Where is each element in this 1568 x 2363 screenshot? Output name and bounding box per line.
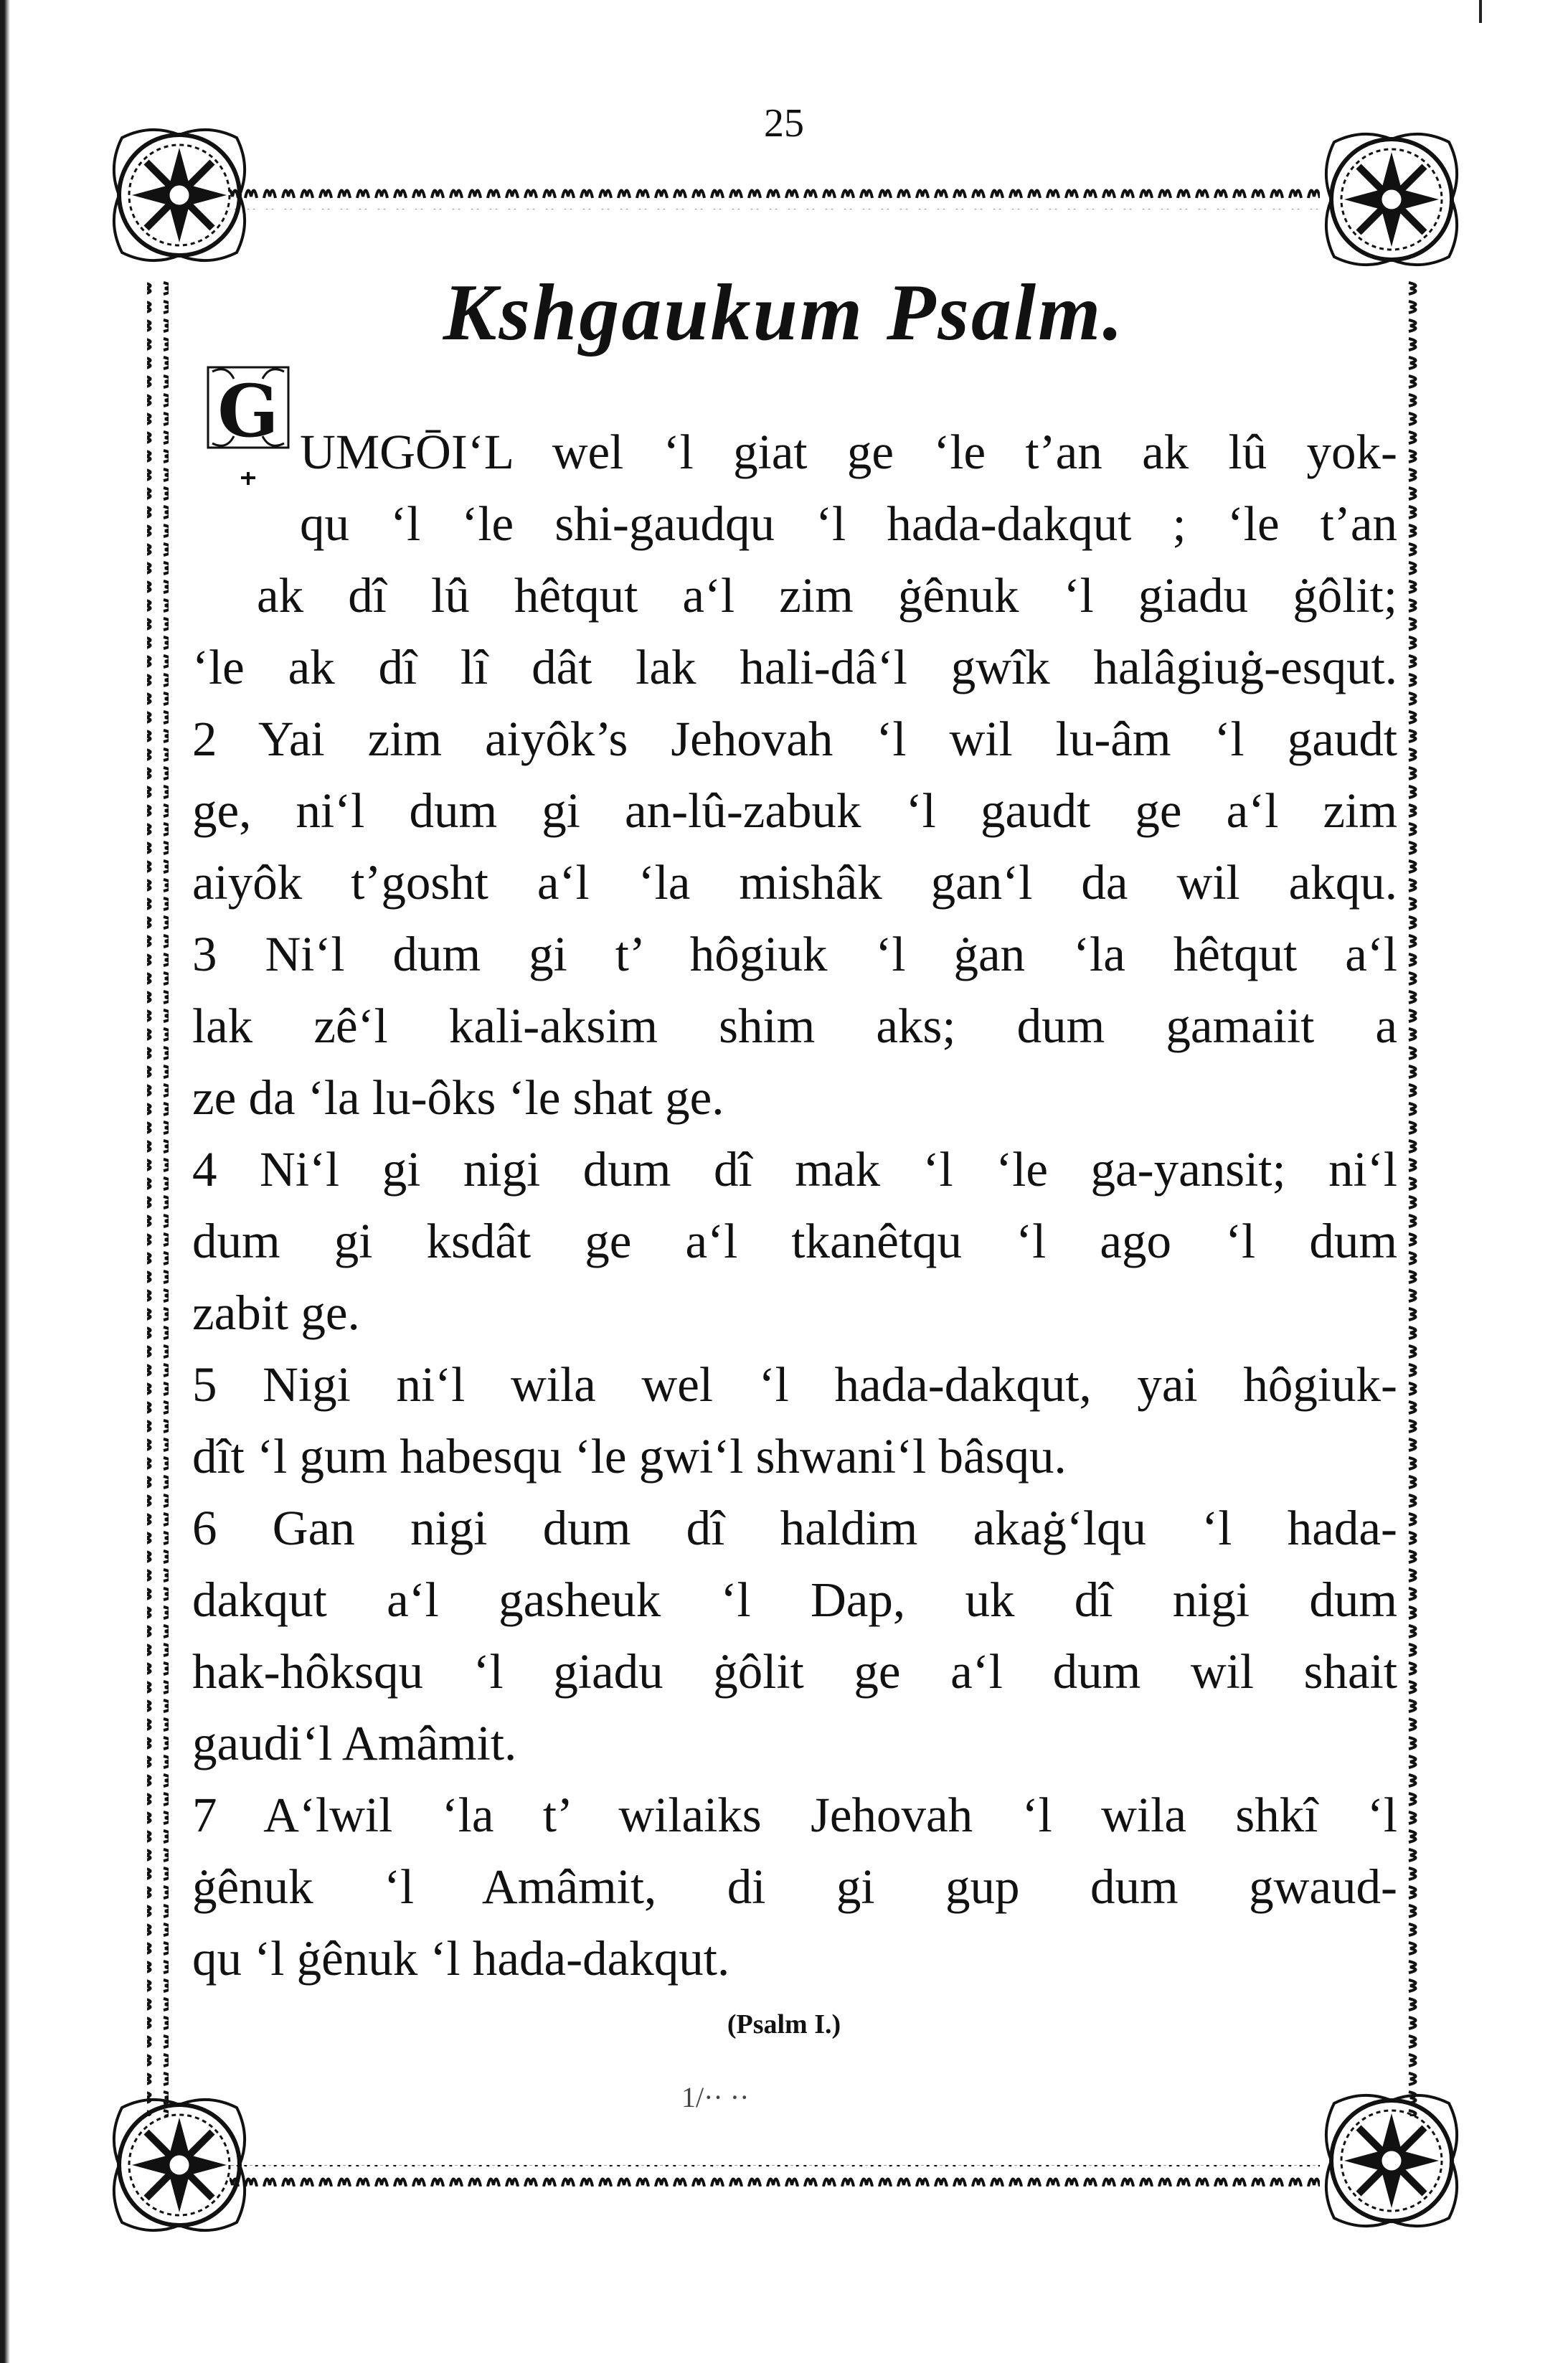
verse-line: dum gi ksdât ge a‘l tkanêtqu ‘l ago ‘l dum <box>192 1214 1397 1268</box>
drop-cap-letter: G <box>217 369 279 453</box>
verse-line: lak zê‘l kali-aksim shim aks; dum gamaiit a <box>192 999 1397 1053</box>
verse-line: zabit ge. <box>192 1286 360 1340</box>
verse-line: ge, ni‘l dum gi an-lû-zabuk ‘l gaudt ge a‘l zim <box>192 783 1397 838</box>
verse-line: 4 Ni‘l gi nigi dum dî mak ‘l ‘le ga-yansit; ni‘l <box>192 1142 1397 1197</box>
verse-line: 7 A‘lwil ‘la t’ wilaiks Jehovah ‘l wila shkî ‘l <box>192 1788 1397 1842</box>
verse-line: 2 Yai zim aiyôk’s Jehovah ‘l wil lu-âm ‘l gaudt <box>192 712 1397 766</box>
verse-line: hak-hôksqu ‘l giadu ġôlit ge a‘l dum wil shait <box>192 1644 1397 1699</box>
verse-line: ak dî lû hêtqut a‘l zim ġênuk ‘l giadu ġôlit; <box>257 568 1397 623</box>
left-border-band <box>147 280 169 2116</box>
page-title: Kshgaukum Psalm. <box>443 268 1125 357</box>
verse-line: ‘le ak dî lî dât lak hali-dâ‘l gwîk halâgiuġ-esqut. <box>192 640 1397 694</box>
page-number: 25 <box>764 101 804 146</box>
bottom-border-band <box>230 2165 1320 2187</box>
drop-cap-initial <box>205 364 291 486</box>
verse-line: 6 Gan nigi dum dî haldim akaġ‘lqu ‘l hada- <box>192 1501 1397 1555</box>
verse-line: dakqut a‘l gasheuk ‘l Dap, uk dî nigi dum <box>192 1572 1397 1627</box>
verse-line: qu ‘l ‘le shi-gaudqu ‘l hada-dakqut ; ‘le t’an <box>300 496 1397 551</box>
verse-line: qu ‘l ġênuk ‘l hada-dakqut. <box>192 1931 730 1986</box>
psalm-caption: (Psalm I.) <box>727 2009 841 2039</box>
corner-rosette-bottom-right <box>1326 2095 1457 2226</box>
right-border-band <box>1404 280 1426 2116</box>
corner-rosette-top-left <box>114 130 245 260</box>
corner-rosette-bottom-left <box>114 2100 245 2230</box>
verse-line: ġênuk ‘l Amâmit, di gi gup dum gwaud- <box>192 1859 1397 1914</box>
verse-line: 5 Nigi ni‘l wila wel ‘l hada-dakqut, yai hôgiuk- <box>192 1357 1397 1412</box>
top-border-band <box>230 188 1320 209</box>
verse-line: aiyôk t’gosht a‘l ‘la mishâk gan‘l da wil akqu. <box>192 855 1397 910</box>
verse-line: gaudi‘l Amâmit. <box>192 1716 517 1770</box>
verse-line: ze da ‘la lu-ôks ‘le shat ge. <box>192 1070 724 1125</box>
verse-line: UMGŌI‘L wel ‘l giat ge ‘le t’an ak lû yok- <box>300 425 1397 479</box>
printer-mark: 1/·· ·· <box>681 2081 750 2113</box>
corner-rosette-top-right <box>1326 134 1457 265</box>
verse-line: dît ‘l gum habesqu ‘le gwi‘l shwani‘l bâsqu. <box>192 1429 1067 1484</box>
verse-line: 3 Ni‘l dum gi t’ hôgiuk ‘l ġan ‘la hêtqut a‘l <box>192 927 1397 981</box>
